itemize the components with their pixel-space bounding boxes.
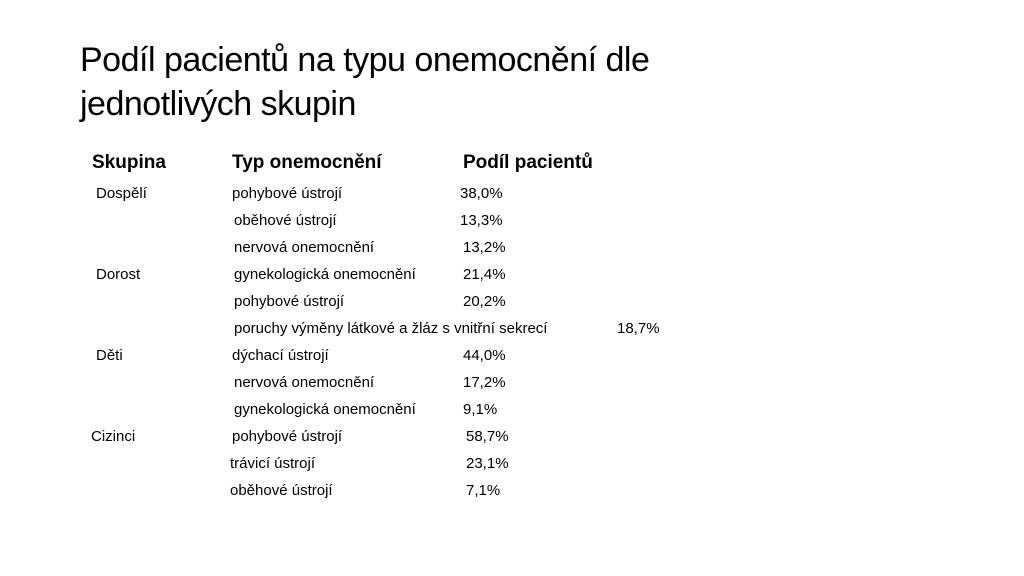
row-5-share: 18,7% (617, 320, 660, 337)
row-9-disease: pohybové ústrojí (232, 428, 343, 445)
row-0-disease: pohybové ústrojí (232, 185, 343, 202)
row-1-share: 13,3% (460, 212, 503, 229)
row-0-share: 38,0% (460, 185, 503, 202)
row-5-disease: poruchy výměny látkové a žláz s vnitřní sekrecí (234, 320, 548, 337)
row-3-share: 21,4% (463, 266, 506, 283)
row-7-disease: nervová onemocnění (234, 374, 375, 391)
row-3-disease: gynekologická onemocnění (234, 266, 416, 283)
row-10-share: 23,1% (466, 455, 509, 472)
row-7-share: 17,2% (463, 374, 506, 391)
row-2-share: 13,2% (463, 239, 506, 256)
slide-title (80, 38, 960, 126)
row-11-share: 7,1% (466, 482, 501, 499)
row-4-share: 20,2% (463, 293, 506, 310)
row-6-share: 44,0% (463, 347, 506, 364)
row-4-disease: pohybové ústrojí (234, 293, 345, 310)
header-disease: Typ onemocnění (232, 152, 382, 173)
row-8-share: 9,1% (463, 401, 498, 418)
slide-title-line-2: jednotlivých skupin (80, 85, 356, 123)
row-0-group: Dospělí (96, 185, 147, 202)
row-6-group: Děti (96, 347, 123, 364)
row-3-group: Dorost (96, 266, 141, 283)
row-2-disease: nervová onemocnění (234, 239, 375, 256)
row-11-disease: oběhové ústrojí (230, 482, 333, 499)
row-1-disease: oběhové ústrojí (234, 212, 337, 229)
slide-title-line-1: Podíl pacientů na typu onemocnění dle (80, 41, 650, 79)
row-6-disease: dýchací ústrojí (232, 347, 329, 364)
row-8-disease: gynekologická onemocnění (234, 401, 416, 418)
header-group: Skupina (92, 152, 166, 173)
header-share: Podíl pacientů (463, 152, 593, 173)
row-10-disease: trávicí ústrojí (230, 455, 316, 472)
row-9-share: 58,7% (466, 428, 509, 445)
row-9-group: Cizinci (91, 428, 136, 445)
